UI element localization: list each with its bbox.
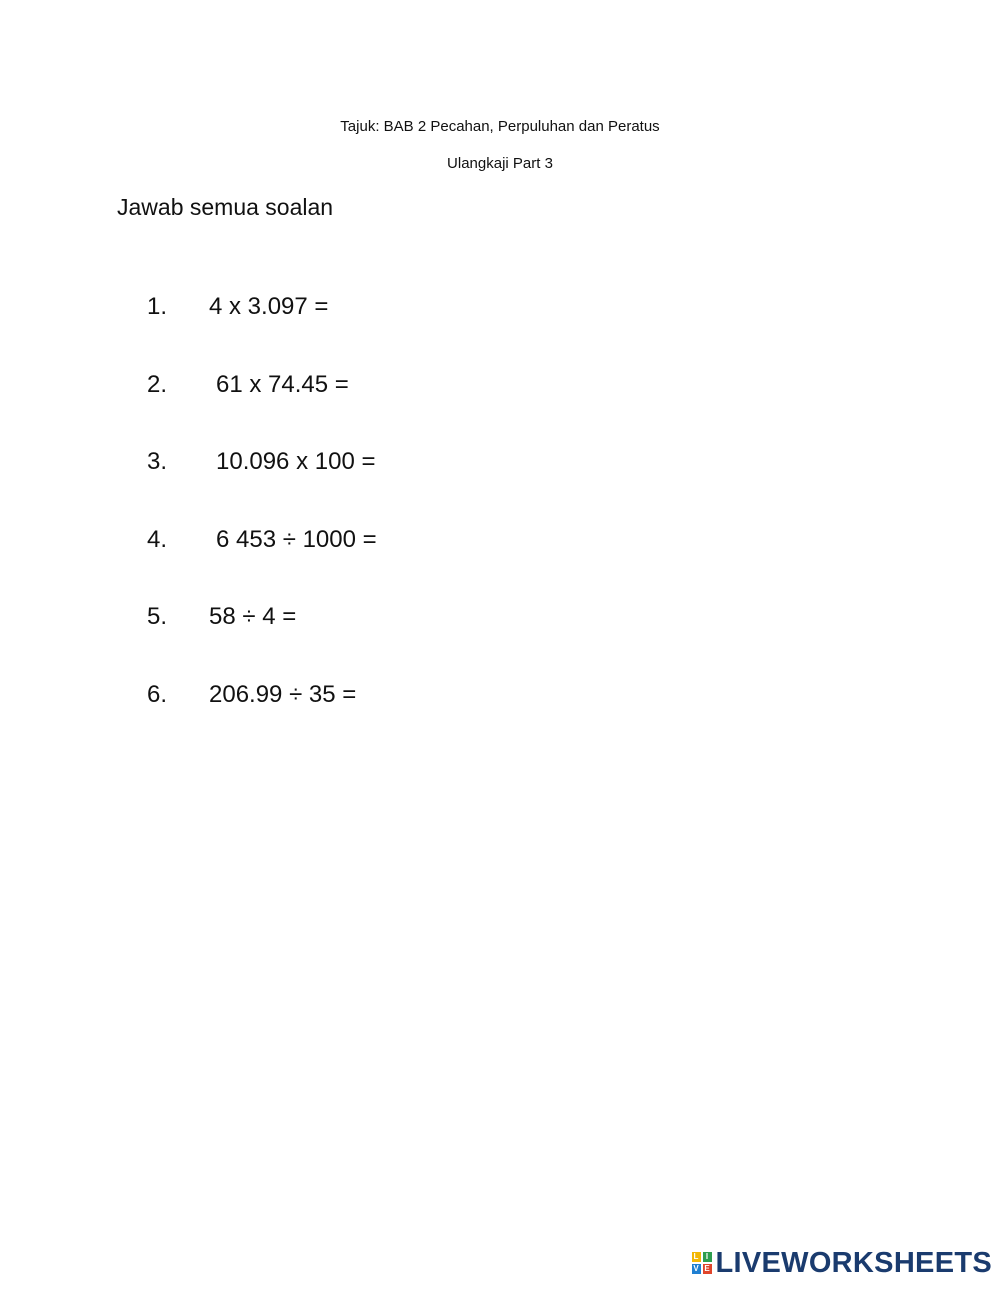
page-subtitle: [0, 154, 1000, 174]
question-number: 5.: [147, 603, 168, 630]
question-expression: 206.99 ÷ 35 =: [209, 680, 357, 708]
worksheet-title: Tajuk: BAB 2 Pecahan, Perpuluhan dan Peratus: [340, 118, 660, 135]
question-item: [147, 447, 376, 525]
instruction-text: Jawab semua soalan: [117, 194, 334, 220]
logo-text: LIVEWORKSHEETS: [715, 1247, 992, 1279]
question-item: [147, 525, 377, 603]
question-number: 1.: [147, 293, 168, 320]
question-expression: 10.096 x 100 =: [216, 448, 376, 475]
question-item: [147, 602, 297, 680]
question-number: 3.: [147, 448, 168, 475]
question-expression: 4 x 3.097 =: [209, 293, 329, 320]
logo-mark-letter-v: V: [691, 1263, 702, 1275]
logo-mark-icon: [691, 1251, 713, 1275]
page-title: [0, 117, 1000, 137]
question-item: [147, 680, 357, 758]
question-item: [147, 370, 349, 448]
worksheet-subtitle: Ulangkaji Part 3: [447, 155, 553, 172]
question-list: [147, 292, 377, 757]
question-expression: 6 453 ÷ 1000 =: [216, 525, 377, 553]
question-expression: 58 ÷ 4 =: [209, 603, 297, 630]
logo-mark-letter-i: I: [702, 1251, 713, 1263]
logo-mark-letter-l: L: [691, 1251, 702, 1263]
question-number: 4.: [147, 525, 168, 553]
question-number: 6.: [147, 680, 168, 708]
question-expression: 61 x 74.45 =: [216, 370, 349, 398]
question-number: 2.: [147, 370, 168, 398]
logo-mark-letter-e: E: [702, 1263, 713, 1275]
liveworksheets-logo: [691, 1248, 993, 1278]
question-item: [147, 292, 329, 370]
